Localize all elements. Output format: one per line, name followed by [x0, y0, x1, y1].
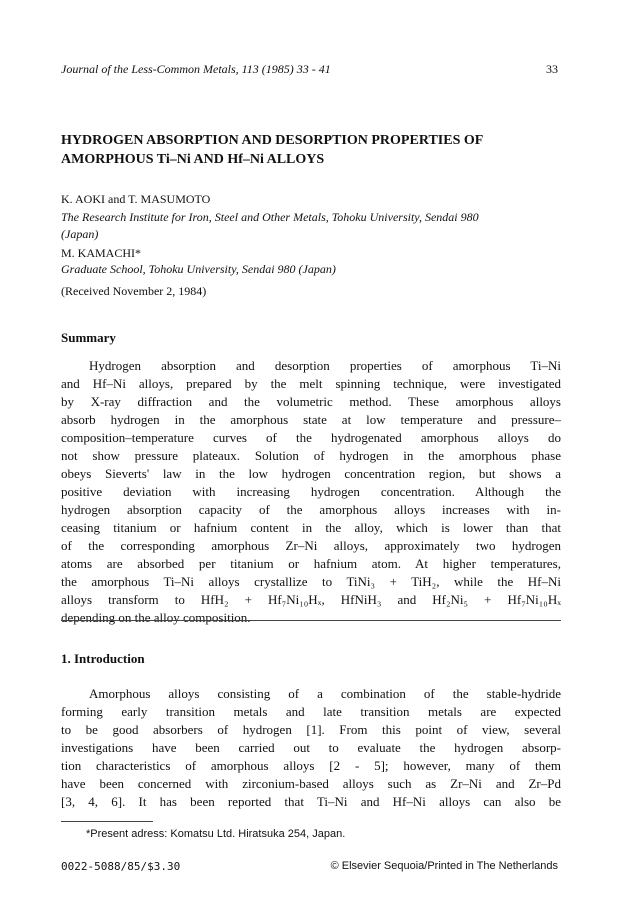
affiliation-primary	[61, 209, 561, 243]
issn-price: 0022-5088/85/$3.30	[61, 860, 181, 873]
summary-line: depending on the alloy composition.	[61, 610, 251, 625]
intro-line: [3, 4, 6]. It has been reported that Ti–Ni and Hf–Ni alloys can also be	[61, 794, 561, 809]
publisher-notice: © Elsevier Sequoia/Printed in The Netherlands	[330, 860, 558, 872]
intro-line: have been concerned with zirconium-based alloys such as Zr–Ni and Zr–Pd	[61, 776, 561, 791]
authors-secondary: M. KAMACHI*	[61, 246, 142, 260]
journal-citation: Journal of the Less-Common Metals, 113 (1985) 33 - 41	[61, 62, 331, 76]
affiliation-primary-line-1: The Research Institute for Iron, Steel and Other Metals, Tohoku University, Sendai 980	[61, 210, 479, 224]
title-line-2: AMORPHOUS Ti–Ni AND Hf–Ni ALLOYS	[61, 152, 325, 167]
summary-line: the amorphous Ti–Ni alloys crystallize to TiNi₃ + TiH₂, while the Hf–Ni	[61, 574, 561, 589]
summary-line: alloys transform to HfH₂ + Hf₇Ni₁₀Hₓ, HfNiH₃ and Hf₂Ni₅ + Hf₇Ni₁₀Hₓ	[61, 592, 561, 607]
page-number: 33	[546, 62, 558, 76]
summary-line: Hydrogen absorption and desorption properties of amorphous Ti–Ni	[89, 358, 561, 373]
authors-primary: K. AOKI and T. MASUMOTO	[61, 192, 211, 206]
intro-line: forming early transition metals and late transition metals are expected	[61, 704, 561, 719]
summary-line: obeys Sieverts' law in the low hydrogen concentration region, but shows a	[61, 466, 561, 481]
summary-line: positive deviation with increasing hydrogen concentration. Although the	[61, 484, 561, 499]
summary-line: ceasing titanium or hafnium content in the alloy, which is lower than that	[61, 520, 561, 535]
intro-line: Amorphous alloys consisting of a combination of the stable-hydride	[89, 686, 561, 701]
footnote-divider	[61, 821, 153, 822]
affiliation-secondary: Graduate School, Tohoku University, Sendai 980 (Japan)	[61, 262, 336, 276]
introduction-heading: 1. Introduction	[61, 651, 145, 666]
summary-line: composition–temperature curves of the hydrogenated amorphous alloys do	[61, 430, 561, 445]
intro-line: to be good absorbers of hydrogen [1]. From this point of view, several	[61, 722, 561, 737]
article-title	[61, 131, 561, 169]
summary-line: not show pressure plateaux. Solution of hydrogen in the amorphous phase	[61, 448, 561, 463]
summary-line: and Hf–Ni alloys, prepared by the melt spinning technique, were investigated	[61, 376, 561, 391]
summary-line: of the corresponding amorphous Zr–Ni alloys, approximately two hydrogen	[61, 538, 561, 553]
affiliation-primary-line-2: (Japan)	[61, 227, 99, 241]
summary-heading: Summary	[61, 330, 116, 345]
intro-line: tion characteristics of amorphous alloys [2 - 5]; however, many of them	[61, 758, 561, 773]
summary-paragraph	[61, 357, 561, 627]
received-date: (Received November 2, 1984)	[61, 284, 207, 298]
title-line-1: HYDROGEN ABSORPTION AND DESORPTION PROPERTIES OF	[61, 133, 484, 148]
footnote: *Present adress: Komatsu Ltd. Hiratsuka 254, Japan.	[86, 828, 346, 840]
introduction-paragraph	[61, 685, 561, 811]
summary-line: by X-ray diffraction and the volumetric method. These amorphous alloys	[61, 394, 561, 409]
intro-line: investigations have been carried out to evaluate the hydrogen absorp-	[61, 740, 561, 755]
summary-line: hydrogen absorption capacity of the amorphous alloys increases with in-	[61, 502, 561, 517]
summary-line: atoms are absorbed per titanium or hafnium atom. At higher temperatures,	[61, 556, 561, 571]
summary-line: absorb hydrogen in the amorphous state at low temperature and pressure–	[61, 412, 561, 427]
section-divider	[61, 620, 561, 621]
